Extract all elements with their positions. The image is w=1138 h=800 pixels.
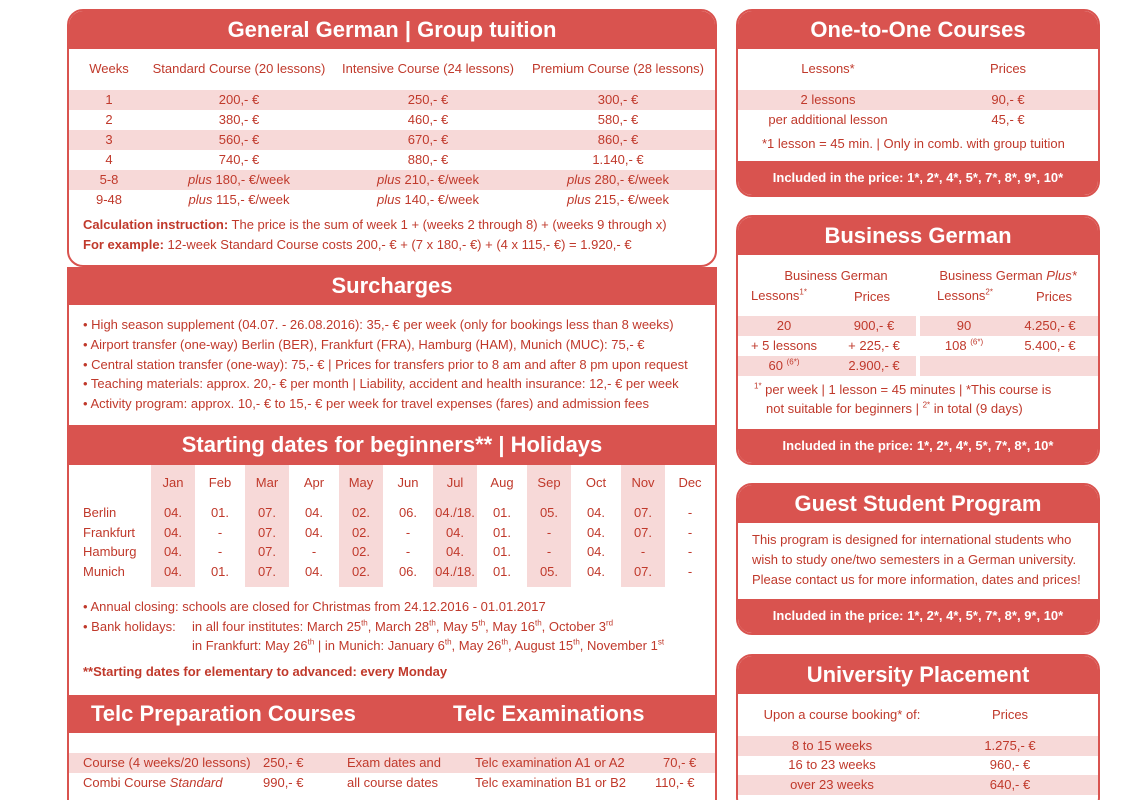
date-cell: 05. — [539, 505, 559, 520]
one-to-one-title: One-to-One Courses — [738, 11, 1098, 49]
surcharges-section — [67, 267, 717, 425]
table-row — [69, 90, 715, 110]
intensive-header: Intensive Course (24 lessons) — [342, 61, 514, 76]
bank-holidays-regional: in Frankfurt: May 26th | in Munich: January 6th, May 26th, August 15th, November 1st — [192, 637, 665, 653]
date-cell: 07. — [633, 505, 653, 520]
date-cell: 01. — [210, 505, 230, 520]
price-cell: 640,- € — [989, 777, 1031, 792]
starting-dates-title: Starting dates for beginners** | Holidays — [69, 425, 715, 465]
annual-closing: • Annual closing: schools are closed for Christmas from 24.12.2016 - 01.01.2017 — [83, 599, 546, 614]
month-header: Dec — [678, 475, 702, 490]
guest-line: Please contact us for more information, dates and prices! — [752, 572, 1081, 587]
date-cell: 07. — [257, 525, 277, 540]
date-cell: 04. — [586, 544, 606, 559]
starting-dates-section — [67, 425, 717, 695]
date-cell: - — [687, 505, 693, 520]
date-cell: 04. — [445, 525, 465, 540]
date-cell: - — [405, 544, 411, 559]
surcharges-title: Surcharges — [69, 267, 715, 305]
date-cell: 02. — [351, 544, 371, 559]
weeks-cell: 8 to 15 weeks — [791, 738, 873, 753]
month-header: Mar — [255, 475, 279, 490]
month-header: Oct — [585, 475, 607, 490]
lessons-cell: per additional lesson — [768, 112, 888, 127]
telc-header-bar — [69, 695, 715, 733]
date-cell: - — [217, 525, 223, 540]
university-placement-title: University Placement — [738, 656, 1098, 694]
month-header: Nov — [631, 475, 655, 490]
telc-price: 990,- € — [263, 775, 304, 790]
lessons-cell: 108 $^{(6*)}$ — [944, 337, 984, 353]
price-cell: plus 140,- €/week — [377, 192, 479, 207]
price-cell: 670,- € — [407, 132, 449, 147]
table-row — [69, 753, 715, 773]
surcharge-item: • Airport transfer (one-way) Berlin (BER), Frankfurt (FRA), Hamburg (HAM), Munich (MUC): 75,- € — [83, 337, 645, 352]
surcharge-item: • Central station transfer (one-way): 75,- € | Prices for transfers prior to 8 am and after 8 pm upon request — [83, 357, 688, 372]
date-cell: 04./18. — [435, 505, 475, 520]
business-note-line1: $^{1*}$ per week | 1 lesson = 45 minutes | *This course is — [754, 381, 1052, 397]
price-cell: 300,- € — [597, 92, 639, 107]
lessons-header: Lessons* — [801, 61, 855, 76]
date-cell: 04. — [304, 564, 324, 579]
date-cell: 04. — [586, 505, 606, 520]
table-row — [69, 150, 715, 170]
lessons-cell: 2 lessons — [800, 92, 856, 107]
guest-line: wish to study one/two semesters in a German university. — [752, 552, 1077, 567]
date-cell: 04. — [304, 525, 324, 540]
telc-section — [67, 695, 717, 800]
prices-header: Prices — [989, 61, 1027, 76]
business-note-line2: not suitable for beginners | $^{2*}$ in total (9 days) — [766, 400, 1023, 416]
table-row — [738, 755, 1098, 775]
date-cell: - — [311, 544, 317, 559]
date-cell: 07. — [257, 564, 277, 579]
date-cell: 06. — [398, 505, 418, 520]
price-cell: 900,- € — [853, 318, 895, 333]
price-cell: 250,- € — [407, 92, 449, 107]
telc-info: all course dates — [347, 775, 439, 790]
general-german-panel — [67, 9, 717, 267]
date-cell: 04. — [163, 564, 183, 579]
guest-student-included: Included in the price: 1*, 2*, 4*, 5*, 7*, 8*, 9*, 10* — [738, 599, 1098, 633]
date-cell: 01. — [492, 505, 512, 520]
telc-info: Exam dates and — [347, 755, 441, 770]
business-right-prices: Prices — [1035, 289, 1073, 304]
table-row — [738, 736, 1098, 756]
date-cell: - — [546, 544, 552, 559]
month-header: Sep — [537, 475, 561, 490]
date-cell: - — [640, 544, 646, 559]
date-cell: - — [687, 564, 693, 579]
telc-exam: Telc examination A1 or A2 — [475, 755, 625, 770]
date-cell: 04. — [304, 505, 324, 520]
date-cell: 07. — [633, 564, 653, 579]
price-cell: 5.400,- € — [1024, 338, 1076, 353]
standard-header: Standard Course (20 lessons) — [152, 61, 326, 76]
date-cell: 02. — [351, 505, 371, 520]
guest-student-panel — [736, 483, 1100, 635]
city-label: Frankfurt — [83, 525, 136, 540]
price-cell: 880,- € — [407, 152, 449, 167]
weeks-cell: 9-48 — [95, 192, 123, 207]
price-cell: 380,- € — [218, 112, 260, 127]
guest-student-title: Guest Student Program — [738, 485, 1098, 523]
booking-header: Upon a course booking* of: — [763, 707, 921, 722]
month-header: Jan — [162, 475, 184, 490]
price-cell: 580,- € — [597, 112, 639, 127]
advanced-note: **Starting dates for elementary to advanced: every Monday — [83, 664, 448, 679]
weeks-cell: 5-8 — [99, 172, 119, 187]
city-label: Hamburg — [83, 544, 137, 559]
telc-course: Combi Course Standard — [83, 775, 223, 790]
telc-prep-title: Telc Preparation Courses — [91, 701, 356, 726]
date-cell: - — [546, 525, 552, 540]
weeks-cell: 16 to 23 weeks — [788, 757, 876, 772]
table-row — [738, 110, 1098, 130]
table-row — [69, 773, 715, 793]
date-cell: 07. — [257, 505, 277, 520]
date-cell: 04. — [163, 525, 183, 540]
month-header: Jul — [446, 475, 464, 490]
price-cell: plus 210,- €/week — [377, 172, 479, 187]
bank-holidays-label: • Bank holidays: — [83, 619, 176, 634]
one-to-one-panel — [736, 9, 1100, 197]
telc-exam-price: 110,- € — [655, 775, 695, 790]
table-row — [738, 316, 1098, 336]
month-header: Feb — [208, 475, 232, 490]
one-to-one-note: *1 lesson = 45 min. | Only in comb. with group tuition — [762, 136, 1065, 151]
date-cell: 04. — [586, 525, 606, 540]
calc-instruction: Calculation instruction: The price is the sum of week 1 + (weeks 2 through 8) + (weeks 9 through x) — [83, 217, 667, 232]
price-cell: 4.250,- € — [1024, 318, 1076, 333]
price-cell: 1.140,- € — [592, 152, 644, 167]
university-placement-panel — [736, 654, 1100, 800]
date-cell: 02. — [351, 564, 371, 579]
lessons-cell: 20 — [776, 318, 792, 333]
price-cell: 200,- € — [218, 92, 260, 107]
price-cell: 860,- € — [597, 132, 639, 147]
table-row — [69, 110, 715, 130]
telc-exam-price: 70,- € — [663, 755, 697, 770]
bank-holidays-all: in all four institutes: March 25th, March 28th, May 5th, May 16th, October 3rd — [192, 618, 614, 634]
price-cell: plus 280,- €/week — [567, 172, 669, 187]
date-cell: 04. — [163, 505, 183, 520]
date-cell: 01. — [492, 544, 512, 559]
date-cell: 04. — [586, 564, 606, 579]
table-row — [69, 170, 715, 190]
table-row — [738, 336, 1098, 356]
date-cell: - — [687, 525, 693, 540]
price-cell: 45,- € — [991, 112, 1025, 127]
weeks-cell: 4 — [105, 152, 113, 167]
telc-exam-title: Telc Examinations — [453, 701, 645, 726]
date-cell: 07. — [257, 544, 277, 559]
month-header: Jun — [397, 475, 419, 490]
price-cell: 740,- € — [218, 152, 260, 167]
surcharge-item: • High season supplement (04.07. - 26.08.2016): 35,- € per week (only for bookings less than 8 weeks) — [83, 317, 674, 332]
table-row — [738, 90, 1098, 110]
business-left-lessons: Lessons$^{1*}$ — [751, 287, 807, 303]
price-cell: 90,- € — [991, 92, 1025, 107]
table-row — [738, 775, 1098, 795]
guest-line: This program is designed for international students who — [752, 532, 1072, 547]
telc-exam: Telc examination B1 or B2 — [475, 775, 627, 790]
weeks-header: Weeks — [89, 61, 129, 76]
date-cell: 01. — [492, 525, 512, 540]
price-cell: + 225,- € — [848, 338, 900, 353]
date-cell: 07. — [633, 525, 653, 540]
month-header: Aug — [490, 475, 514, 490]
date-cell: 01. — [492, 564, 512, 579]
date-cell: 06. — [398, 564, 418, 579]
prices-header: Prices — [991, 707, 1029, 722]
date-cell: 04./18. — [435, 564, 475, 579]
table-row — [738, 356, 1098, 376]
calc-example: For example: 12-week Standard Course costs 200,- € + (7 x 180,- €) + (4 x 115,- €) = 1.920,- € — [83, 237, 632, 252]
city-label: Berlin — [83, 505, 117, 520]
lessons-cell: + 5 lessons — [750, 338, 818, 353]
price-cell: plus 215,- €/week — [567, 192, 669, 207]
business-left-prices: Prices — [853, 289, 891, 304]
price-cell: 960,- € — [989, 757, 1031, 772]
weeks-cell: over 23 weeks — [790, 777, 874, 792]
price-cell: 2.900,- € — [848, 358, 900, 373]
premium-header: Premium Course (28 lessons) — [532, 61, 704, 76]
date-cell: 05. — [539, 564, 559, 579]
date-cell: - — [217, 544, 223, 559]
month-header: May — [348, 475, 374, 490]
lessons-cell: 90 — [956, 318, 972, 333]
price-cell: plus 180,- €/week — [188, 172, 290, 187]
price-cell: plus 115,- €/week — [188, 192, 290, 207]
business-german-title: Business German — [738, 217, 1098, 255]
date-cell: - — [405, 525, 411, 540]
weeks-cell: 2 — [105, 112, 113, 127]
business-german-panel — [736, 215, 1100, 465]
telc-course: Course (4 weeks/20 lessons) — [83, 755, 251, 770]
lessons-cell: 60 $^{(6*)}$ — [768, 357, 800, 373]
surcharge-item: • Activity program: approx. 10,- € to 15,- € per week for travel expenses (fares) and admission fees — [83, 396, 649, 411]
table-row — [69, 130, 715, 150]
general-german-title: General German | Group tuition — [69, 11, 715, 49]
city-label: Munich — [83, 564, 125, 579]
surcharge-item: • Teaching materials: approx. 20,- € per month | Liability, accident and health insurance: 12,- € per week — [83, 376, 679, 391]
date-cell: - — [687, 544, 693, 559]
business-right-lessons: Lessons$^{2*}$ — [937, 287, 993, 303]
date-cell: 02. — [351, 525, 371, 540]
date-cell: 01. — [210, 564, 230, 579]
date-cell: 04. — [163, 544, 183, 559]
business-left-group: Business German — [784, 268, 888, 283]
one-to-one-included: Included in the price: 1*, 2*, 4*, 5*, 7*, 8*, 9*, 10* — [738, 161, 1098, 195]
telc-price: 250,- € — [263, 755, 304, 770]
date-cell: 04. — [445, 544, 465, 559]
price-cell: 1.275,- € — [984, 738, 1036, 753]
price-cell: 460,- € — [407, 112, 449, 127]
month-header: Apr — [303, 475, 325, 490]
weeks-cell: 1 — [105, 92, 113, 107]
table-row — [69, 190, 715, 210]
weeks-cell: 3 — [105, 132, 113, 147]
price-cell: 560,- € — [218, 132, 260, 147]
business-right-group: Business German Plus* — [939, 268, 1077, 283]
business-german-included: Included in the price: 1*, 2*, 4*, 5*, 7*, 8*, 10* — [738, 429, 1098, 463]
